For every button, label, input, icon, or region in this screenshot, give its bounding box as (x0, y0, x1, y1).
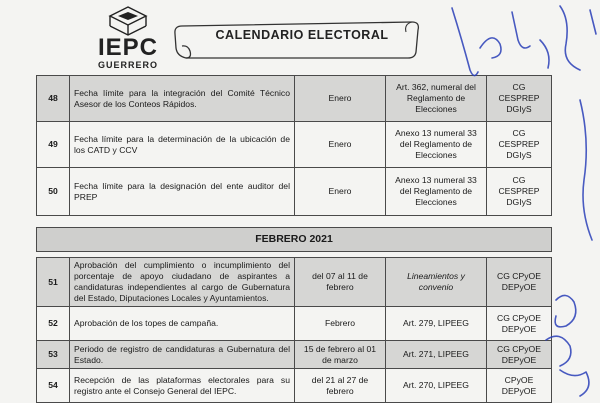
row-responsible: CG CESPREP DGIyS (487, 122, 552, 168)
row-date: Enero (295, 76, 386, 122)
row-date: Enero (295, 168, 386, 216)
row-responsible: CG CESPREP DGIyS (487, 76, 552, 122)
row-reference: Art. 362, numeral del Reglamento de Elecciones (386, 76, 487, 122)
row-number: 51 (37, 258, 70, 307)
row-reference: Art. 271, LIPEEG (386, 341, 487, 369)
table-row (37, 76, 552, 122)
row-description: Fecha límite para la designación del ente auditor del PREP (70, 168, 295, 216)
row-number: 53 (37, 341, 70, 369)
iepc-logo (88, 6, 168, 68)
table-row (37, 258, 552, 307)
row-number: 54 (37, 369, 70, 403)
logo-text: IEPC (97, 34, 158, 61)
row-number: 49 (37, 122, 70, 168)
row-reference: Art. 279, LIPEEG (386, 307, 487, 341)
table-row (37, 122, 552, 168)
calendar-table (36, 75, 552, 403)
row-date: Enero (295, 122, 386, 168)
row-date: del 21 al 27 de febrero (295, 369, 386, 403)
row-description: Recepción de las plataformas electorales para su registro ante el Consejo General del IEPC. (70, 369, 295, 403)
row-number: 50 (37, 168, 70, 216)
row-reference: Anexo 13 numeral 33 del Reglamento de Elecciones (386, 122, 487, 168)
row-responsible: CG CESPREP DGIyS (487, 168, 552, 216)
row-description: Periodo de registro de candidaturas a Gubernatura del Estado. (70, 341, 295, 369)
logo-emblem-icon (108, 6, 148, 36)
row-number: 48 (37, 76, 70, 122)
row-reference: Anexo 13 numeral 33 del Reglamento de Elecciones (386, 168, 487, 216)
row-responsible: CPyOE DEPyOE (487, 369, 552, 403)
row-responsible: CG CPyOE DEPyOE (487, 258, 552, 307)
table-row (37, 307, 552, 341)
row-responsible: CG CPyOE DEPyOE (487, 307, 552, 341)
row-number: 52 (37, 307, 70, 341)
row-date: Febrero (295, 307, 386, 341)
table-row (37, 168, 552, 216)
table-row (37, 341, 552, 369)
month-label: FEBRERO 2021 (37, 228, 552, 252)
row-reference: Lineamientos y convenio (386, 258, 487, 307)
row-date: 15 de febrero al 01 de marzo (295, 341, 386, 369)
row-description: Fecha límite para la integración del Comité Técnico Asesor de los Conteos Rápidos. (70, 76, 295, 122)
month-header (37, 228, 552, 252)
row-description: Fecha límite para la determinación de la ubicación de los CATD y CCV (70, 122, 295, 168)
row-responsible: CG CPyOE DEPyOE (487, 341, 552, 369)
row-date: del 07 al 11 de febrero (295, 258, 386, 307)
page-title: CALENDARIO ELECTORAL (215, 28, 389, 42)
row-reference: Art. 270, LIPEEG (386, 369, 487, 403)
row-description: Aprobación del cumplimiento o incumplimiento del porcentaje de apoyo ciudadano de aspirantes a candidaturas independientes al cargo de Gubernatura del Estado, Diputaciones Locales y Ayuntamientos. (70, 258, 295, 307)
logo-subtext: GUERRERO (97, 60, 158, 70)
table-spacer (37, 216, 552, 228)
row-description: Aprobación de los topes de campaña. (70, 307, 295, 341)
table-row (37, 369, 552, 403)
